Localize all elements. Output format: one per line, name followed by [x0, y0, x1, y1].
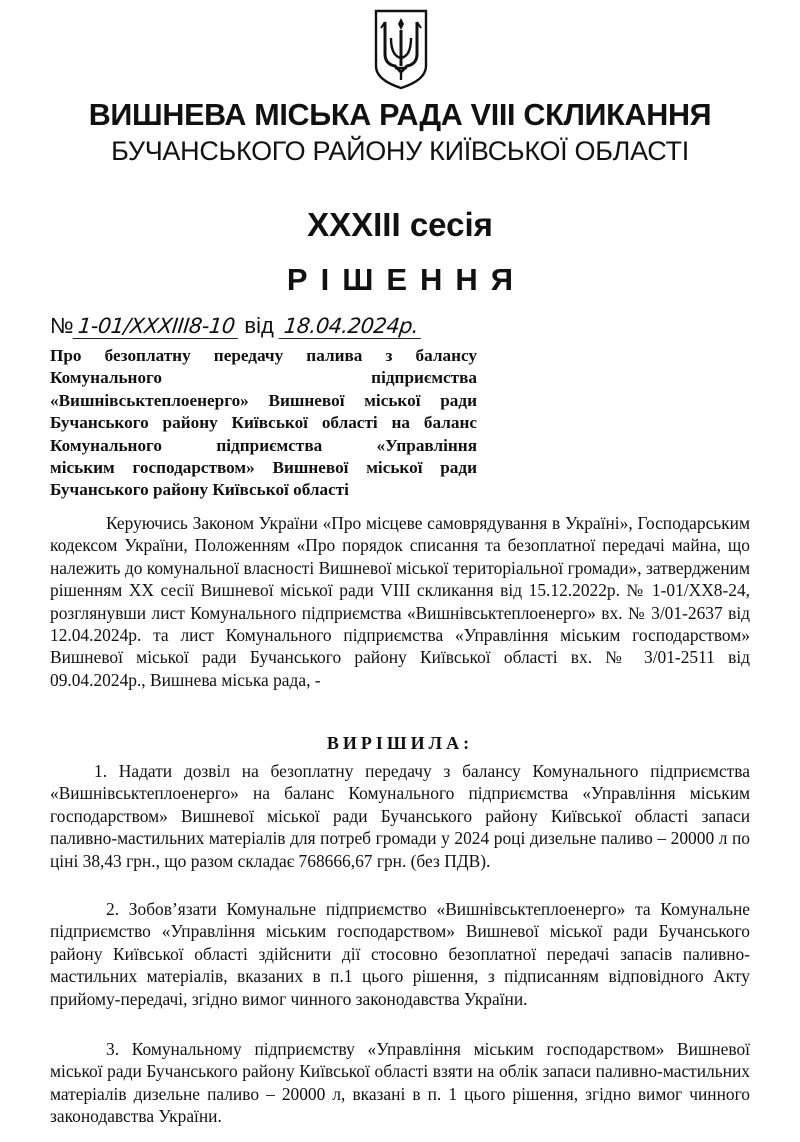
subject-line: Бучанського району Київської області на баланс — [50, 413, 477, 433]
resolved-heading: ВИРІШИЛА: — [326, 733, 474, 753]
subject-line: Про безоплатну передачу палива з балансу — [50, 346, 477, 365]
decision-number-line — [50, 313, 422, 339]
council-title: ВИШНЕВА МІСЬКА РАДА VIII СКЛИКАННЯ — [88, 98, 712, 132]
council-district: БУЧАНСЬКОГО РАЙОНУ КИЇВСЬКОЇ ОБЛАСТІ — [111, 136, 689, 166]
subject-line: міським господарством» Вишневої міської ради — [50, 458, 477, 478]
decision-date: 18.04.2024р. — [279, 314, 424, 339]
resolution-item-1: 1. Надати дозвіл на безоплатну передачу з балансу Комунального підприємства «Вишнівськтеплоенерго» на баланс Комунального підприємства «Управління міським господарством» Вишневої міської ради Бучанського району Київської області запаси паливно-мастильних матеріалів для потреб громади у 2024 році дизельне паливо – 20000 л по ціні 38,43 грн., що разом складає 768666,67 грн. (без ПДВ). — [50, 761, 750, 871]
session-title: XXXIII сесія — [307, 206, 493, 243]
subject-line: Комунального підприємства — [50, 368, 477, 388]
resolution-item-3: 3. Комунальному підприємству «Управління міським господарством» Вишневої міської ради Бучанського району Київської області взяти на облік запаси паливно-мастильних матеріалів дизельне паливо – 20000 л, вказані в п. 1 цього рішення, згідно вимог чинного законодавства України. — [50, 1039, 750, 1127]
resolution-item-2: 2. Зобов’язати Комунальне підприємство «Вишнівськтеплоенерго» та Комунальне підприємство «Управління міським господарством» Вишневої міської ради Бучанського району Київської області здійснити дії стосовно безоплатної передачі запасів паливно-мастильних матеріалів, вказаних в п.1 цього рішення, з підписанням відповідного Акту прийому-передачі, згідно вимог чинного законодавства України. — [50, 899, 750, 1009]
subject-line: «Вишнівськтеплоенерго» Вишневої міської ради — [50, 390, 477, 410]
date-label: від — [244, 313, 274, 338]
subject-line: Бучанського району Київської області — [50, 480, 349, 500]
trident-emblem-icon — [373, 8, 429, 90]
preamble-paragraph: Керуючись Законом України «Про місцеве самоврядування в Україні», Господарським кодексом України, Положенням «Про порядок списання та безоплатної передачі майна, що належить до комунальної власності Вишневої міської територіальної громади», затвердженим рішенням XX сесії Вишневої міської ради VIII скликання від 15.12.2022р. № 1-01/XX8-24, розглянувши лист Комунального підприємства «Вишнівськтеплоенерго» вх. № 3/01-2637 від 12.04.2024р. та лист Комунального підприємства «Управління міським господарством» Вишневої міської ради Бучанського району Київської області вх. № 3/01-2511 від 09.04.2024р., Вишнева міська рада, - — [50, 513, 750, 690]
number-sign: № — [50, 313, 74, 338]
subject-line: Комунального підприємства «Управління — [50, 435, 477, 455]
decision-title: РІШЕННЯ — [286, 262, 527, 297]
decision-number: 1-01/XXXIII8-10 — [72, 314, 239, 339]
decision-subject — [50, 345, 477, 502]
